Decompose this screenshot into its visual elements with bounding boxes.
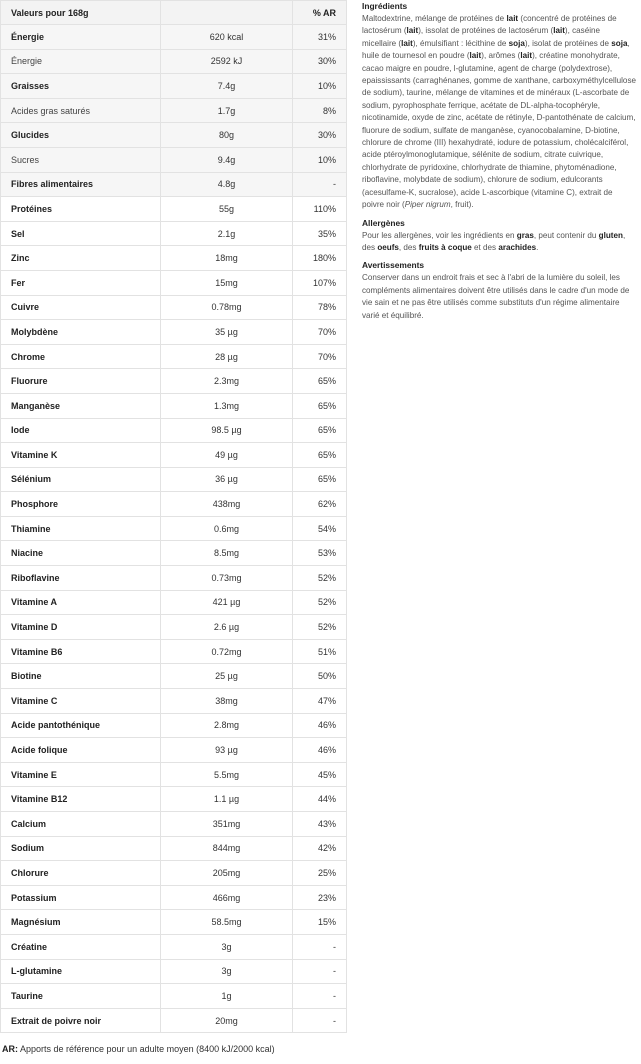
nutrient-name: Énergie [1,49,161,74]
nutrient-value: 844mg [161,836,293,861]
allergen-highlight: arachides [498,242,537,252]
table-row [1,123,347,148]
text-run: , peut contenir du [533,230,599,240]
allergen-highlight: gluten [598,230,623,240]
nutrient-ar-percent: 44% [293,787,347,812]
nutrient-value: 0.72mg [161,639,293,664]
text-run: Maltodextrine, mélange de protéines de [362,14,507,23]
nutrient-value: 93 µg [161,738,293,763]
ingredients-title: Ingrédients [362,1,408,11]
nutrient-value: 28 µg [161,344,293,369]
nutrient-ar-percent: - [293,959,347,984]
table-row [1,566,347,591]
text-run: , des [362,230,626,252]
allergen-highlight: lait [506,14,519,23]
nutrient-name: Iode [1,418,161,443]
nutrient-ar-percent: 107% [293,270,347,295]
nutrient-name: Acides gras saturés [1,98,161,123]
text-run: ), émulsifiant : lécithine de [412,38,509,48]
nutrient-ar-percent: 70% [293,320,347,345]
nutrient-ar-percent: 65% [293,369,347,394]
nutrient-name: Énergie [1,25,161,50]
text-run: Piper nigrum [404,200,451,210]
table-row [1,467,347,492]
nutrient-ar-percent: 8% [293,98,347,123]
nutrient-name: Fibres alimentaires [1,172,161,197]
nutrient-name: Sel [1,221,161,246]
allergen-highlight: lait [520,51,533,61]
nutrient-value: 36 µg [161,467,293,492]
nutrient-ar-percent: 51% [293,639,347,664]
nutrient-value: 466mg [161,885,293,910]
table-row [1,1008,347,1033]
nutrient-name: Acide pantothénique [1,713,161,738]
allergen-highlight: lait [469,51,482,61]
nutrient-value: 1.1 µg [161,787,293,812]
nutrient-value: 18mg [161,246,293,271]
nutrient-ar-percent: 52% [293,615,347,640]
text-run: Pour les allergènes, voir les ingrédients en [362,230,517,240]
nutrient-name: Cuivre [1,295,161,320]
nutrient-ar-percent: - [293,172,347,197]
nutrient-name: Manganèse [1,393,161,418]
nutrient-ar-percent: 47% [293,689,347,714]
nutrient-ar-percent: - [293,934,347,959]
allergens-section [362,217,636,255]
table-row [1,787,347,812]
table-row [1,934,347,959]
nutrient-value: 2592 kJ [161,49,293,74]
footnote-text: Apports de référence pour un adulte moyen (8400 kJ/2000 kcal) [18,1044,275,1054]
table-row [1,49,347,74]
nutrient-value: 2.6 µg [161,615,293,640]
allergen-highlight: gras [516,230,534,240]
nutrient-ar-percent: 30% [293,49,347,74]
nutrient-name: L-glutamine [1,959,161,984]
table-row [1,221,347,246]
table-row [1,836,347,861]
nutrient-name: Vitamine C [1,689,161,714]
nutrient-ar-percent: 65% [293,467,347,492]
nutrient-value: 49 µg [161,443,293,468]
nutrient-ar-percent: 10% [293,147,347,172]
nutrient-ar-percent: 65% [293,418,347,443]
table-row [1,74,347,99]
nutrient-value: 0.6mg [161,516,293,541]
nutrient-name: Riboflavine [1,566,161,591]
nutrient-ar-percent: 65% [293,393,347,418]
nutrient-ar-percent: 31% [293,25,347,50]
nutrient-name: Biotine [1,664,161,689]
nutrient-name: Sucres [1,147,161,172]
warnings-title: Avertissements [362,260,425,271]
table-row [1,172,347,197]
nutrient-ar-percent: 43% [293,812,347,837]
column-header-name: Valeurs pour 168g [1,1,161,25]
ingredients-text [362,13,636,212]
table-row [1,516,347,541]
allergen-highlight: lait [406,26,419,36]
product-info [362,0,636,327]
nutrient-ar-percent: 42% [293,836,347,861]
nutrient-value: 9.4g [161,147,293,172]
allergen-highlight: lait [401,38,413,48]
footnote [2,1044,275,1054]
table-row [1,98,347,123]
nutrient-name: Sodium [1,836,161,861]
nutrient-value: 3g [161,934,293,959]
nutrient-value: 351mg [161,812,293,837]
table-row [1,320,347,345]
allergen-highlight: lait [553,26,565,36]
nutrient-value: 55g [161,197,293,222]
table-row [1,246,347,271]
nutrient-ar-percent: 54% [293,516,347,541]
nutrient-name: Protéines [1,197,161,222]
nutrient-value: 0.73mg [161,566,293,591]
nutrient-name: Vitamine D [1,615,161,640]
text-run: et des [471,242,499,252]
table-row [1,369,347,394]
nutrient-value: 620 kcal [161,25,293,50]
column-header-value [161,1,293,25]
nutrient-ar-percent: 180% [293,246,347,271]
nutrient-value: 35 µg [161,320,293,345]
table-row [1,492,347,517]
nutrient-ar-percent: 53% [293,541,347,566]
table-row [1,590,347,615]
table-row [1,418,347,443]
nutrient-name: Chlorure [1,861,161,886]
nutrient-value: 205mg [161,861,293,886]
table-row [1,689,347,714]
nutrient-name: Zinc [1,246,161,271]
text-run: ), arômes ( [481,51,521,61]
allergen-highlight: soja [611,38,628,48]
nutrient-ar-percent: 110% [293,197,347,222]
nutrient-value: 0.78mg [161,295,293,320]
nutrient-value: 80g [161,123,293,148]
nutrient-name: Molybdène [1,320,161,345]
nutrient-value: 15mg [161,270,293,295]
nutrient-ar-percent: 10% [293,74,347,99]
nutrient-value: 8.5mg [161,541,293,566]
nutrient-ar-percent: - [293,984,347,1009]
table-row [1,959,347,984]
nutrient-name: Créatine [1,934,161,959]
table-row [1,541,347,566]
table-row [1,812,347,837]
table-row [1,639,347,664]
nutrient-ar-percent: 30% [293,123,347,148]
nutrient-ar-percent: 35% [293,221,347,246]
table-header-row [1,1,347,25]
nutrient-name: Taurine [1,984,161,1009]
nutrient-ar-percent: 65% [293,443,347,468]
nutrient-ar-percent: 25% [293,861,347,886]
nutrient-value: 421 µg [161,590,293,615]
nutrient-value: 1.7g [161,98,293,123]
allergens-title: Allergènes [362,217,405,228]
nutrient-ar-percent: 15% [293,910,347,935]
allergens-text [362,230,636,255]
nutrient-name: Fluorure [1,369,161,394]
table-row [1,25,347,50]
nutrient-value: 2.8mg [161,713,293,738]
nutrient-name: Vitamine K [1,443,161,468]
table-row [1,762,347,787]
table-row [1,861,347,886]
table-row [1,615,347,640]
nutrient-value: 98.5 µg [161,418,293,443]
nutrient-name: Chrome [1,344,161,369]
table-row [1,393,347,418]
table-row [1,910,347,935]
nutrient-value: 5.5mg [161,762,293,787]
text-run: (concentré de protéines de lactosérum ( [362,14,617,36]
nutrient-name: Sélénium [1,467,161,492]
nutrient-value: 4.8g [161,172,293,197]
nutrient-ar-percent: 23% [293,885,347,910]
table-row [1,984,347,1009]
nutrient-value: 38mg [161,689,293,714]
table-row [1,443,347,468]
nutrient-ar-percent: 46% [293,738,347,763]
nutrient-value: 2.1g [161,221,293,246]
table-row [1,270,347,295]
nutrient-ar-percent: 50% [293,664,347,689]
nutrient-name: Phosphore [1,492,161,517]
table-row [1,664,347,689]
table-row [1,885,347,910]
footnote-abbr: AR: [2,1044,18,1054]
table-row [1,738,347,763]
allergen-highlight: fruits à coque [418,242,472,252]
nutrient-ar-percent: 52% [293,590,347,615]
nutrient-name: Magnésium [1,910,161,935]
nutrient-name: Extrait de poivre noir [1,1008,161,1033]
nutrient-ar-percent: 62% [293,492,347,517]
text-run: ), caséine micellaire ( [362,26,600,48]
nutrient-name: Vitamine B12 [1,787,161,812]
text-run: , huile de tournesol en poudre ( [362,38,630,61]
table-row [1,197,347,222]
column-header-ar: % AR [293,1,347,25]
warnings-text: Conserver dans un endroit frais et sec à l'abri de la lumière du soleil, les compléments alimentaires doivent être utilisés dans le cadre d'un mode de vie sain et ne pas être utilisés comme substituts d'un régime alimentaire varié et équilibré. [362,273,630,320]
nutrient-name: Acide folique [1,738,161,763]
text-run: ), créatine monohydrate, cacao maigre en poudre, l-glutamine, agent de charge (polydextrose), epaississants (carraghénanes, gomme de xanthane, carboxyméthylcellulose de sodium), taurine, mélange de vitamines et de minéraux (L-ascorbate de sodium, pyrophosphate ferrique, acétate de DL-alpha-tocophéryle, nicotinamide, oxyde de zinc, acétate de rétinyle, D-pantothénate de calcium, fluorure de sodium, sulfate de manganèse, cyanocobalamine, D-biotine, chlorure de chrome (III) hexahydraté, iodure de potassium, cholécalciférol, acide ptéroylmonoglutamique, sélénite de sodium, citrate cuivrique, chlorhydrate de pyridoxine, chlorhydrate de thiamine, phytoménadione, riboflavine, molybdate de sodium), chlorure de sodium, edulcorants (acesulfame-K, sucralose), acide L-ascorbique (vitamine C), extrait de poivre noir ( [362,51,636,210]
nutrient-name: Thiamine [1,516,161,541]
nutrient-value: 58.5mg [161,910,293,935]
allergen-highlight: soja [508,38,525,48]
nutrient-name: Vitamine E [1,762,161,787]
warnings-section [362,259,636,322]
nutrient-value: 1g [161,984,293,1009]
nutrient-name: Potassium [1,885,161,910]
nutrient-value: 3g [161,959,293,984]
nutrient-value: 2.3mg [161,369,293,394]
nutrient-name: Fer [1,270,161,295]
text-run: ), isolat de protéines de [524,38,612,48]
table-row [1,713,347,738]
nutrient-ar-percent: - [293,1008,347,1033]
table-row [1,147,347,172]
nutrient-name: Vitamine A [1,590,161,615]
nutrient-name: Graisses [1,74,161,99]
nutrient-value: 438mg [161,492,293,517]
nutrient-value: 7.4g [161,74,293,99]
nutrient-name: Vitamine B6 [1,639,161,664]
text-run: ), issolat de protéines de lactosérum ( [418,26,554,36]
table-row [1,295,347,320]
nutrient-value: 20mg [161,1008,293,1033]
nutrient-ar-percent: 46% [293,713,347,738]
text-run: . [536,242,539,252]
nutrient-ar-percent: 45% [293,762,347,787]
nutrient-name: Niacine [1,541,161,566]
nutrient-ar-percent: 52% [293,566,347,591]
text-run: , fruit). [450,200,474,210]
nutrient-value: 25 µg [161,664,293,689]
nutrient-value: 1.3mg [161,393,293,418]
ingredients-section [362,0,636,212]
nutrient-ar-percent: 70% [293,344,347,369]
nutrient-name: Glucides [1,123,161,148]
text-run: , des [398,242,419,252]
allergen-highlight: oeufs [377,242,399,252]
nutrient-name: Calcium [1,812,161,837]
table-row [1,344,347,369]
nutrient-ar-percent: 78% [293,295,347,320]
